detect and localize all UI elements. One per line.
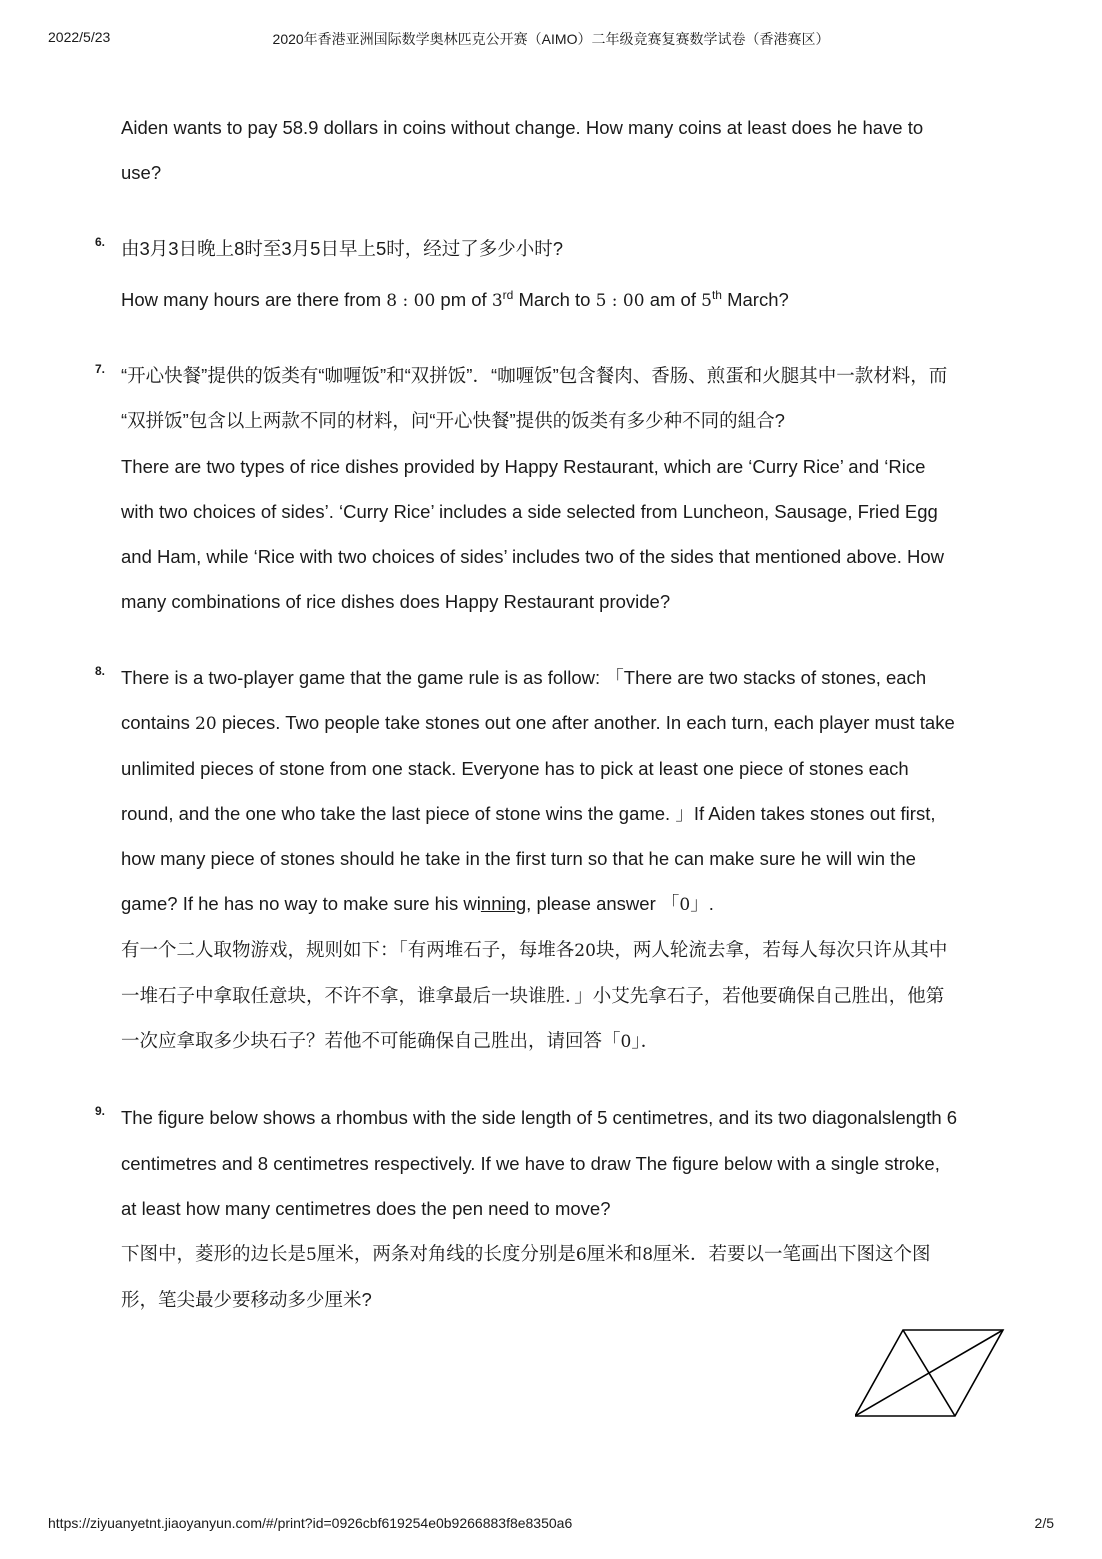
q6-english: How many hours are there from 8 : 00 pm of 3rd March to 5 : 00 am of 5th March? bbox=[121, 287, 789, 311]
q8-english-line-2: contains 20 pieces. Two people take stones out one after another. In each turn, each player must take bbox=[121, 712, 955, 734]
footer-url: https://ziyuanyetnt.jiaoyanyun.com/#/print?id=0926cbf619254e0b9266883f8e8350a6 bbox=[48, 1515, 573, 1531]
q8-english-line-3: unlimited pieces of stone from one stack. Everyone has to pick at least one piece of stones each bbox=[121, 758, 909, 779]
q7-number: 7. bbox=[95, 362, 106, 376]
q7-english-line-2: with two choices of sides’. ‘Curry Rice’ includes a side selected from Luncheon, Sausage, Fried Egg bbox=[121, 501, 938, 522]
q5-english-line-1: Aiden wants to pay 58.9 dollars in coins without change. How many coins at least does he have to bbox=[121, 117, 924, 138]
q9-english-line-2: centimetres and 8 centimetres respectively. If we have to draw The figure below with a single stroke, bbox=[121, 1153, 940, 1174]
q8-number: 8. bbox=[95, 664, 106, 678]
q8-chinese-line-2: 一堆石子中拿取任意块，不许不拿，谁拿最后一块谁胜．」小艾先拿石子，若他要确保自己胜出，他第 bbox=[121, 985, 945, 1006]
q7-english-line-3: and Ham, while ‘Rice with two choices of sides’ includes two of the sides that mentioned above. How bbox=[121, 546, 944, 567]
q9-number: 9. bbox=[95, 1104, 106, 1118]
q9-chinese-line-2: 形，笔尖最少要移动多少厘米? bbox=[121, 1289, 372, 1310]
q6-chinese: 由3月3日晚上8时至3月5日早上5时，经过了多少小时? bbox=[121, 238, 564, 259]
q9-english-line-3: at least how many centimetres does the pen need to move? bbox=[121, 1198, 611, 1219]
q8-chinese-line-1: 有一个二人取物游戏，规则如下：「有两堆石子，每堆各20块，两人轮流去拿，若每人每次只许从其中 bbox=[121, 939, 948, 961]
q7-english-line-1: There are two types of rice dishes provided by Happy Restaurant, which are ‘Curry Rice’ and ‘Rice bbox=[121, 456, 926, 477]
q7-chinese-line-2: “双拼饭”包含以上两款不同的材料，问“开心快餐”提供的饭类有多少种不同的組合? bbox=[121, 410, 785, 431]
q7-chinese-line-1: “开心快餐”提供的饭类有“咖喱饭”和“双拼饭”．“咖喱饭”包含餐肉、香肠、煎蛋和火腿其中一款材料，而 bbox=[121, 365, 948, 386]
q7-english-line-4: many combinations of rice dishes does Happy Restaurant provide? bbox=[121, 591, 671, 612]
q8-english-line-6: game? If he has no way to make sure his winning, please answer 「0」. bbox=[121, 893, 714, 915]
q8-english-line-4: round, and the one who take the last piece of stone wins the game. 」If Aiden takes stones out first, bbox=[121, 803, 936, 824]
rhombus-figure bbox=[855, 1327, 1007, 1419]
q8-english-line-1: There is a two-player game that the game rule is as follow: 「There are two stacks of stones, each bbox=[121, 667, 927, 688]
header-date: 2022/5/23 bbox=[48, 29, 111, 45]
footer-page-number: 2/5 bbox=[1034, 1515, 1054, 1531]
q9-chinese-line-1: 下图中，菱形的边长是5厘米，两条对角线的长度分别是6厘米和8厘米．若要以一笔画出下图这个图 bbox=[121, 1243, 931, 1265]
q8-chinese-line-3: 一次应拿取多少块石子？若他不可能确保自己胜出，请回答「0」． bbox=[121, 1030, 660, 1052]
rhombus-diagonal-short bbox=[903, 1330, 955, 1416]
q8-english-line-5: how many piece of stones should he take in the first turn so that he can make sure he will win the bbox=[121, 848, 916, 869]
q9-english-line-1: The figure below shows a rhombus with the side length of 5 centimetres, and its two diagonalslength 6 bbox=[121, 1107, 958, 1128]
header-title: 2020年香港亚洲国际数学奥林匹克公开赛（AIMO）二年级竞赛复赛数学试卷（香港赛区） bbox=[272, 31, 830, 47]
q6-number: 6. bbox=[95, 235, 106, 249]
q5-english-line-2: use? bbox=[121, 162, 162, 183]
